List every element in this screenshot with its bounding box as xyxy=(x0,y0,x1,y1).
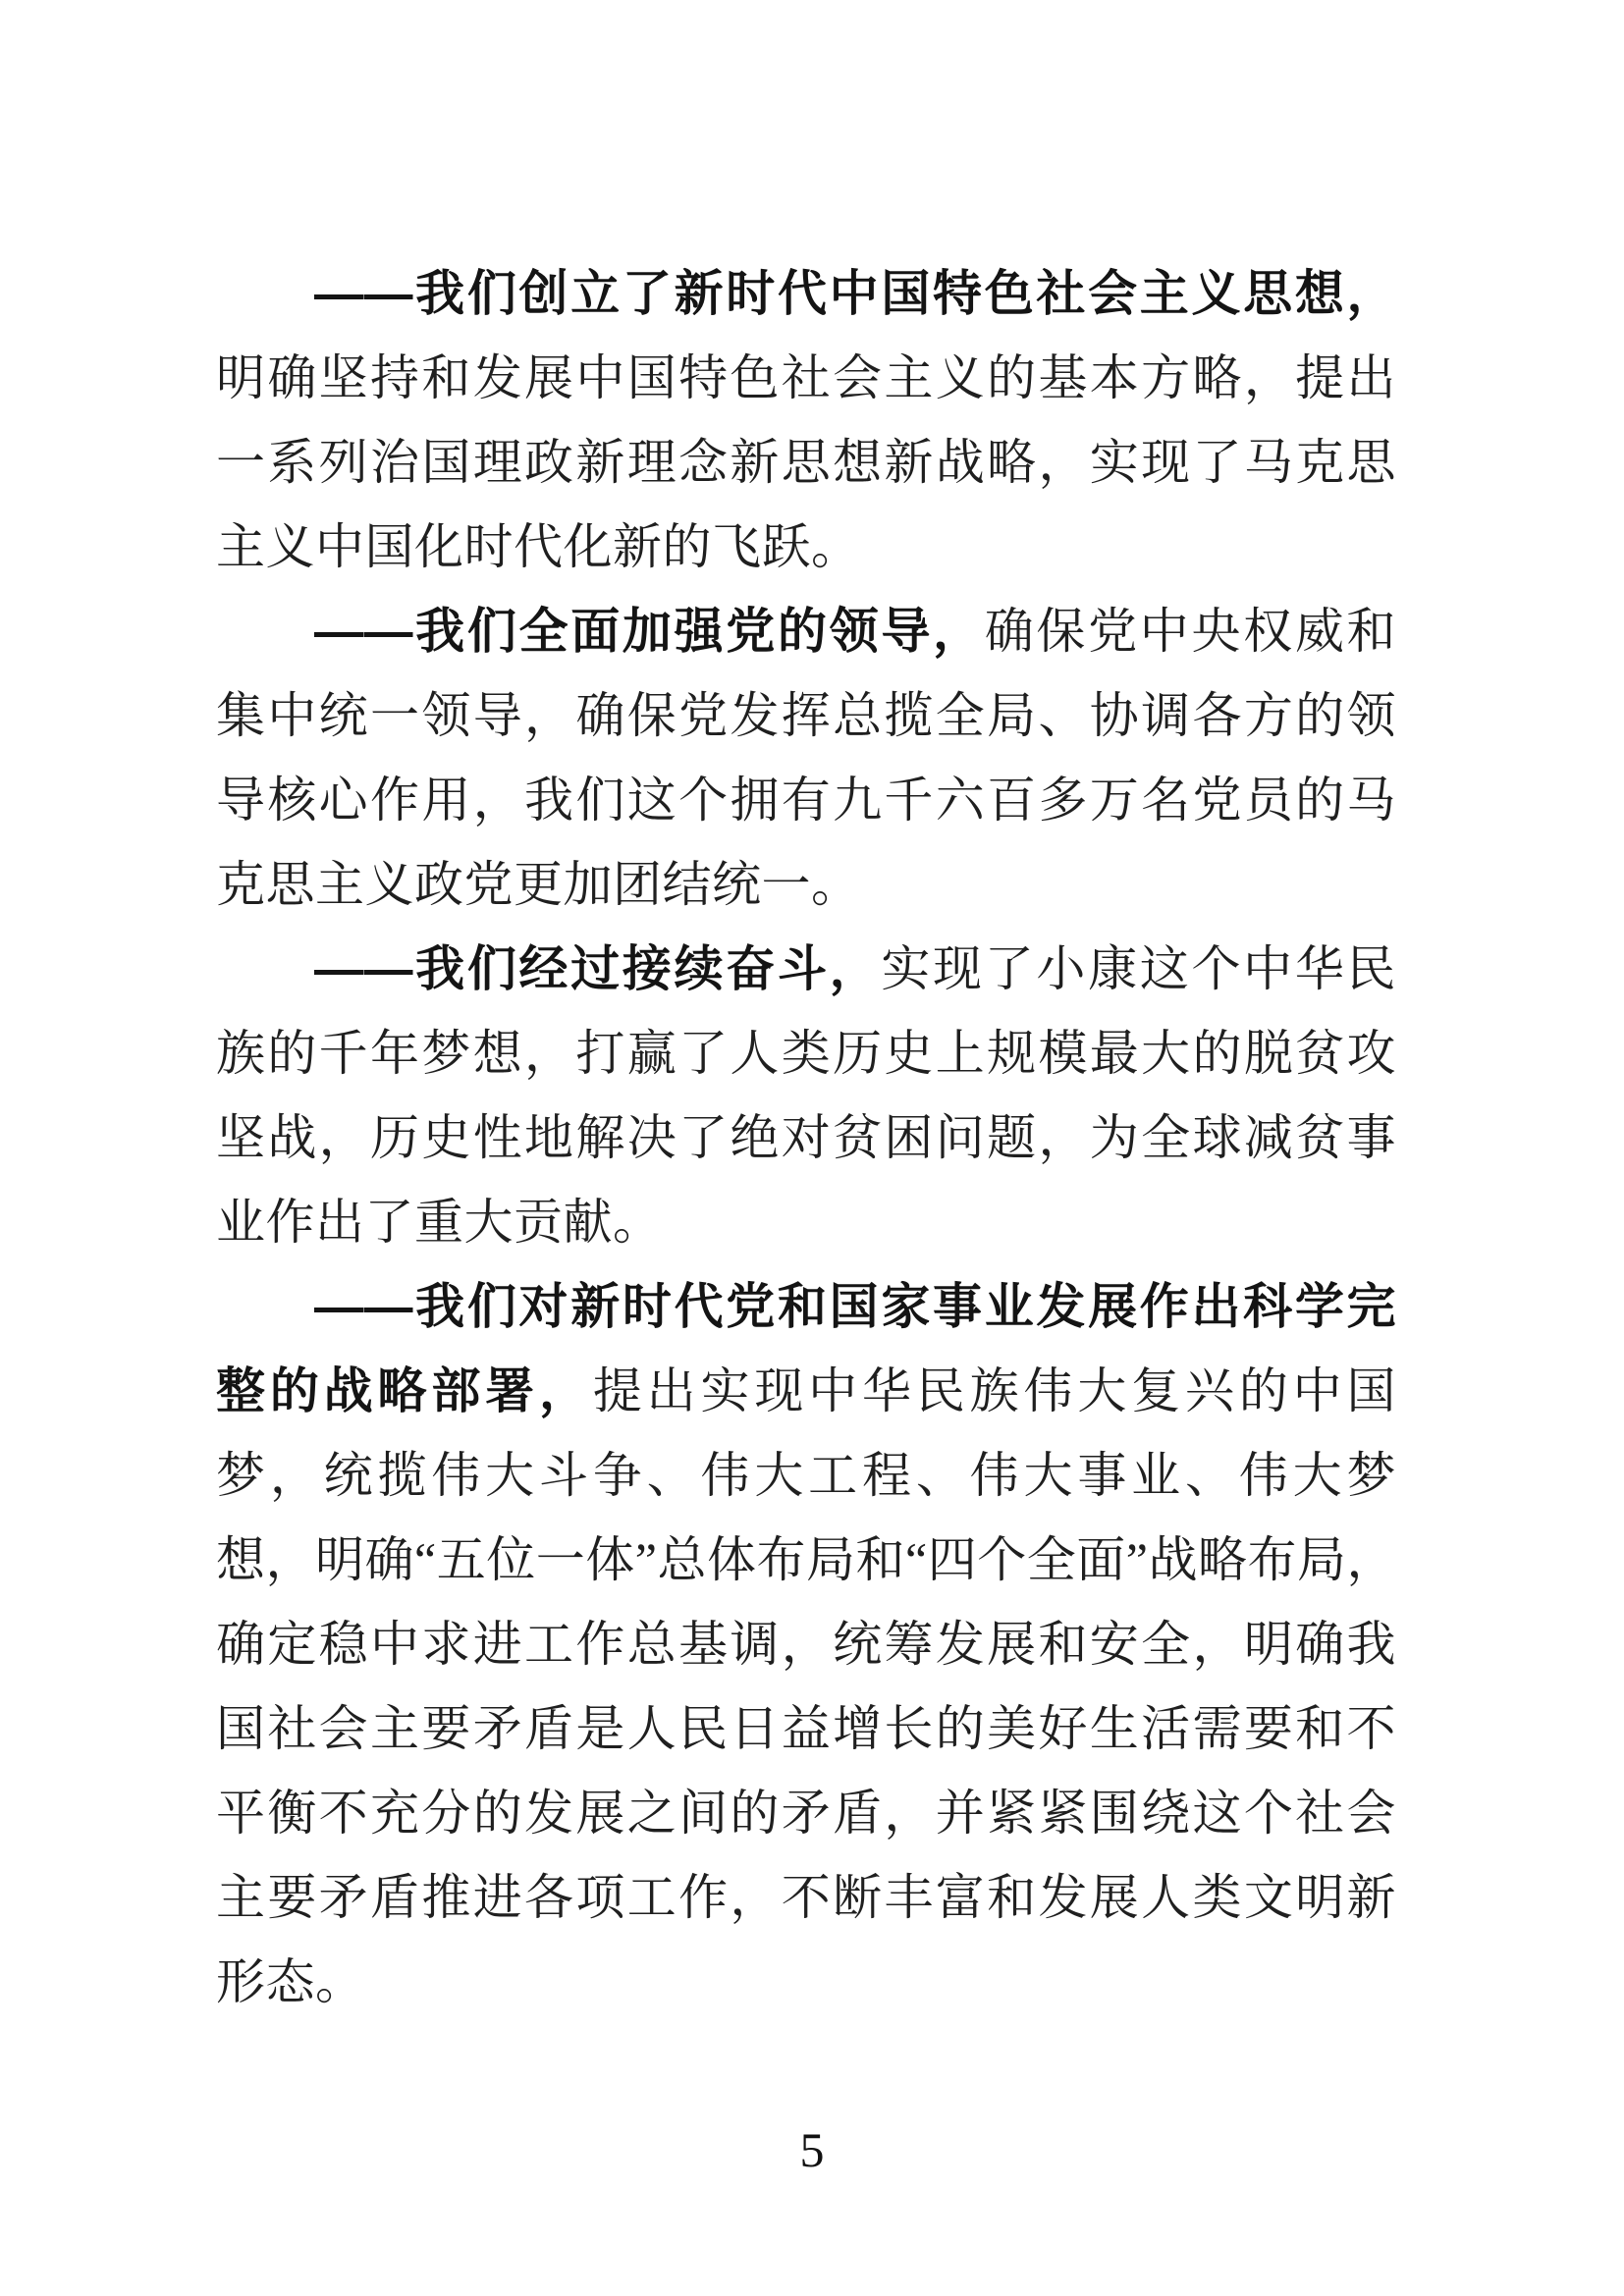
paragraph xyxy=(216,1264,1396,2024)
paragraph-body: 提出实现中华民族伟大复兴的中国梦，统揽伟大斗争、伟大工程、伟大事业、伟大梦想，明确“五位一体”总体布局和“四个全面”战略布局，确定稳中求进工作总基调，统筹发展和安全，明确我国社会主要矛盾是人民日益增长的美好生活需要和不平衡不充分的发展之间的矛盾，并紧紧围绕这个社会主要矛盾推进各项工作，不断丰富和发展人类文明新形态。 xyxy=(216,1363,1397,2009)
paragraph xyxy=(216,589,1396,927)
text-block xyxy=(216,251,1396,2024)
page-number: 5 xyxy=(799,2122,825,2177)
paragraph-body: 实现了小康这个中华民族的千年梦想，打赢了人类历史上规模最大的脱贫攻坚战，历史性地解决了绝对贫困问题，为全球减贫事业作出了重大贡献。 xyxy=(216,941,1397,1250)
paragraph-lead: ——我们创立了新时代中国特色社会主义思想， xyxy=(314,266,1396,321)
paragraph-lead: ——我们全面加强党的领导， xyxy=(314,604,985,659)
paragraph-body: 明确坚持和发展中国特色社会主义的基本方略，提出一系列治国理政新理念新思想新战略，实现了马克思主义中国化时代化新的飞跃。 xyxy=(216,350,1396,574)
paragraph-body: 确保党中央权威和集中统一领导，确保党发挥总揽全局、协调各方的领导核心作用，我们这个拥有九千六百多万名党员的马克思主义政党更加团结统一。 xyxy=(216,604,1397,912)
paragraph-lead: ——我们对新时代党和国家事业发展作出科学完整的战略部署， xyxy=(216,1279,1396,1418)
paragraph xyxy=(216,927,1396,1264)
paragraph xyxy=(216,251,1396,589)
paragraph-lead: ——我们经过接续奋斗， xyxy=(314,941,882,996)
